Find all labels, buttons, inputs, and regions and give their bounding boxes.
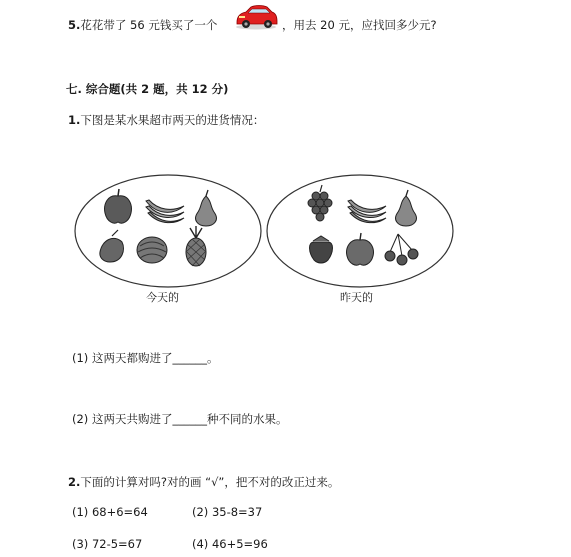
calc-item-2: (2) 35-8=37 (192, 505, 263, 519)
question-1-number: 1. (68, 113, 81, 127)
question-2 (68, 474, 339, 490)
question-5 (68, 17, 217, 33)
question-1-sub-1: (1) 这两天都购进了______。 (72, 351, 219, 365)
calc-item-1: (1) 68+6=64 (72, 505, 148, 519)
section-7-title: 七. 综合题(共 2 题，共 12 分) (66, 82, 229, 96)
question-1-sub-2: (2) 这两天共购进了______种不同的水果。 (72, 412, 288, 426)
yesterday-oval (267, 175, 453, 287)
yesterday-label: 昨天的 (340, 291, 373, 304)
red-toy-car-icon (233, 4, 279, 30)
question-5-text-after: ，用去 20 元，应找回多少元? (282, 18, 437, 32)
calc-item-4: (4) 46+5=96 (192, 537, 268, 551)
calc-item-3: (3) 72-5=67 (72, 537, 143, 551)
fruit-stock-figure (72, 172, 462, 312)
question-2-text: 下面的计算对吗?对的画 “√”，把不对的改正过来。 (80, 475, 340, 489)
question-2-number: 2. (68, 475, 81, 489)
today-oval (75, 175, 261, 287)
question-1-text: 下图是某水果超市两天的进货情况： (80, 113, 265, 127)
watermelon-icon (137, 237, 167, 263)
question-5-number: 5. (68, 18, 81, 32)
question-5-text-before: 花花带了 56 元钱买了一个 (80, 18, 218, 32)
today-label: 今天的 (146, 291, 179, 304)
question-1 (68, 112, 264, 128)
